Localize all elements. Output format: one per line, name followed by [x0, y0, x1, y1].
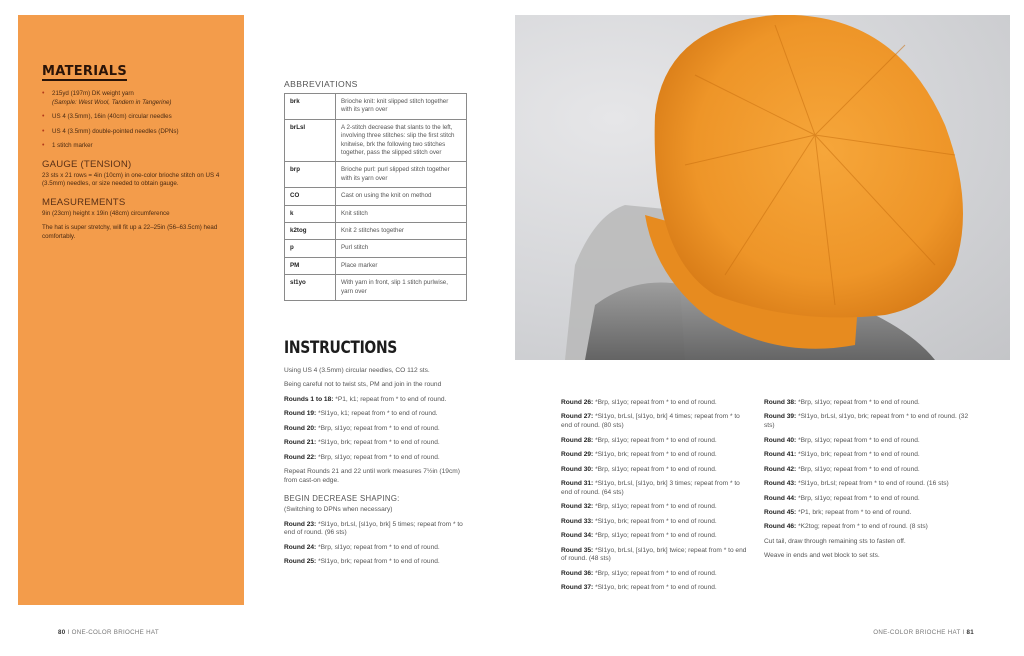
materials-panel-content: [42, 62, 232, 247]
round-line: Round 44: *Brp, sl1yo; repeat from * to end of round.: [764, 494, 920, 502]
round-line: Round 43: *Sl1yo, brLsl; repeat from * to end of round. (16 sts): [764, 480, 949, 488]
abbr-definition: Brioche purl: purl slipped stitch together with its yarn over: [336, 162, 467, 188]
materials-item: • 215yd (197m) DK weight yarn (Sample: West Wool, Tandem in Tangerine): [42, 90, 232, 107]
round-line: Round 22: *Brp, sl1yo; repeat from * to end of round.: [284, 453, 440, 461]
round-line: Round 25: *Sl1yo, brk; repeat from * to end of round.: [284, 558, 440, 566]
round-line: Round 21: *Sl1yo, brk; repeat from * to end of round.: [284, 439, 440, 447]
footer-separator: I: [67, 629, 70, 636]
materials-item: • US 4 (3.5mm) double-pointed needles (DPNs): [42, 128, 232, 137]
table-row: [285, 94, 467, 120]
round-line: Round 35: *Sl1yo, brLsl, [sl1yo, brk] twice; repeat from * to end of round. (48 sts): [561, 546, 747, 563]
gauge-title: GAUGE (TENSION): [42, 158, 132, 170]
materials-item: • US 4 (3.5mm), 16in (40cm) circular needles: [42, 113, 232, 122]
abbr-definition: Knit stitch: [336, 205, 467, 222]
round-line: Round 45: *P1, brk; repeat from * to end of round.: [764, 508, 912, 516]
abbr-definition: With yarn in front, slip 1 stitch purlwise, yarn over: [336, 275, 467, 301]
decrease-note: (Switching to DPNs when necessary): [284, 506, 393, 514]
hat-photo: [515, 15, 1010, 360]
abbr-definition: Knit 2 stitches together: [336, 223, 467, 240]
table-row: [285, 257, 467, 274]
round-line: Round 30: *Brp, sl1yo; repeat from * to end of round.: [561, 465, 717, 473]
abbr-term: k: [285, 205, 336, 222]
repeat-note: Repeat Rounds 21 and 22 until work measures 7½in (19cm) from cast-on edge.: [284, 468, 460, 484]
decrease-title: BEGIN DECREASE SHAPING:: [284, 493, 400, 503]
round-line: Round 33: *Sl1yo, brk; repeat from * to end of round.: [561, 517, 717, 525]
finish-step: Weave in ends and wet block to set sts.: [764, 552, 880, 560]
round-line: Round 46: *K2tog; repeat from * to end of round. (8 sts): [764, 523, 928, 531]
abbr-term: CO: [285, 188, 336, 205]
round-line: Round 23: *Sl1yo, brLsl, [sl1yo, brk] 5 times; repeat from * to end of round. (96 sts): [284, 520, 463, 537]
instructions-title: INSTRUCTIONS: [284, 338, 398, 358]
finish-step: Cut tail, draw through remaining sts to fasten off.: [764, 537, 906, 545]
abbr-definition: Cast on using the knit on method: [336, 188, 467, 205]
table-row: [285, 162, 467, 188]
footer-separator: I: [962, 629, 965, 636]
footer-right: [873, 629, 974, 636]
round-line: Round 28: *Brp, sl1yo; repeat from * to end of round.: [561, 436, 717, 444]
materials-item: • 1 stitch marker: [42, 142, 232, 151]
abbr-term: brk: [285, 94, 336, 120]
abbreviations-table: [284, 93, 467, 301]
round-line: Rounds 1 to 18: *P1, k1; repeat from * to end of round.: [284, 395, 447, 403]
abbr-term: sl1yo: [285, 275, 336, 301]
measurements-title: MEASUREMENTS: [42, 196, 126, 208]
instruction-intro: Being careful not to twist sts, PM and join in the round: [284, 381, 442, 389]
abbr-definition: Place marker: [336, 257, 467, 274]
round-line: Round 20: *Brp, sl1yo; repeat from * to end of round.: [284, 424, 440, 432]
round-line: Round 19: *Sl1yo, k1; repeat from * to end of round.: [284, 410, 438, 418]
abbreviations-title: ABBREVIATIONS: [284, 79, 358, 89]
round-line: Round 36: *Brp, sl1yo; repeat from * to end of round.: [561, 569, 717, 577]
page-number: 81: [966, 629, 974, 636]
measurements-text: 9in (23cm) height x 19in (48cm) circumference: [42, 209, 170, 217]
gauge-text: 23 sts x 21 rows = 4in (10cm) in one-color brioche stitch on US 4 (3.5mm) needles, or size needed to obtain gauge.: [42, 171, 220, 188]
materials-list: [42, 90, 232, 151]
round-line: Round 31: *Sl1yo, brLsl, [sl1yo, brk] 3 times; repeat from * to end of round. (64 sts): [561, 480, 740, 496]
table-row: [285, 223, 467, 240]
instructions-column-3: [764, 399, 969, 567]
round-line: Round 24: *Brp, sl1yo; repeat from * to end of round.: [284, 543, 440, 551]
round-line: Round 37: *Sl1yo, brk; repeat from * to end of round.: [561, 584, 717, 592]
round-line: Round 38: *Brp, sl1yo; repeat from * to end of round.: [764, 399, 920, 406]
round-line: Round 32: *Brp, sl1yo; repeat from * to end of round.: [561, 503, 717, 511]
page-number: 80: [58, 629, 66, 636]
round-line: Round 40: *Brp, sl1yo; repeat from * to end of round.: [764, 436, 920, 444]
round-line: Round 42: *Brp, sl1yo; repeat from * to end of round.: [764, 465, 920, 473]
abbr-term: p: [285, 240, 336, 257]
table-row: [285, 205, 467, 222]
round-line: Round 27: *Sl1yo, brLsl, [sl1yo, brk] 4 times; repeat from * to end of round. (80 sts): [561, 413, 740, 430]
footer-title: ONE-COLOR BRIOCHE HAT: [873, 629, 961, 636]
instructions-column-2: [561, 399, 751, 599]
round-line: Round 39: *Sl1yo, brLsl, sl1yo, brk; repeat from * to end of round. (32 sts): [764, 413, 969, 430]
abbr-term: brp: [285, 162, 336, 188]
round-line: Round 26: *Brp, sl1yo; repeat from * to end of round.: [561, 399, 717, 406]
instructions-column-1: [284, 367, 474, 573]
instruction-intro: Using US 4 (3.5mm) circular needles, CO 112 sts.: [284, 367, 430, 374]
table-row: [285, 240, 467, 257]
table-row: [285, 188, 467, 205]
round-line: Round 34: *Brp, sl1yo; repeat from * to end of round.: [561, 532, 717, 540]
abbr-term: brLsl: [285, 119, 336, 162]
table-row: [285, 275, 467, 301]
round-line: Round 41: *Sl1yo, brk; repeat from * to end of round.: [764, 451, 920, 459]
abbr-definition: A 2-stitch decrease that slants to the left, involving three stitches: slip the first stitch knitwise, brk the following two stitches together, pass the slipped stitch over: [336, 119, 467, 162]
round-line: Round 29: *Sl1yo, brk; repeat from * to end of round.: [561, 451, 717, 459]
abbr-definition: Brioche knit: knit slipped stitch together with its yarn over: [336, 94, 467, 120]
table-row: [285, 119, 467, 162]
abbr-definition: Purl stitch: [336, 240, 467, 257]
footer-left: [58, 629, 159, 636]
abbr-term: k2tog: [285, 223, 336, 240]
hat-illustration: [515, 15, 1010, 360]
abbr-term: PM: [285, 257, 336, 274]
fit-text: The hat is super stretchy, will fit up a 22–25in (56–63.5cm) head comfortably.: [42, 224, 218, 240]
materials-title: MATERIALS: [42, 64, 127, 79]
footer-title: ONE-COLOR BRIOCHE HAT: [71, 629, 159, 636]
